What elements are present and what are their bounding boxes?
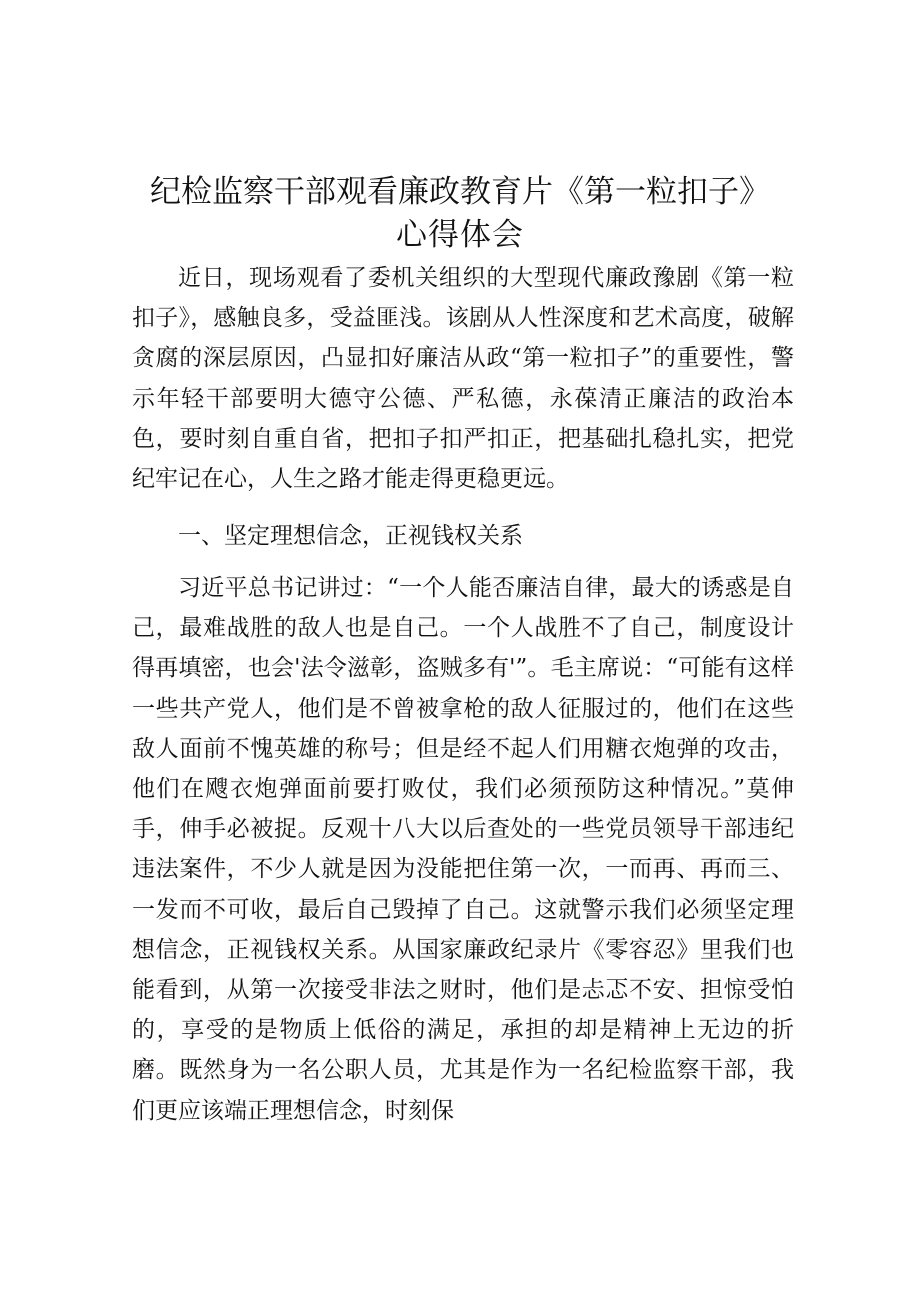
paragraph-intro: 近日，现场观看了委机关组织的大型现代廉政豫剧《第一粒扣子》，感触良多，受益匪浅。该剧从人性深度和艺术高度，破解贪腐的深层原因，凸显扣好廉洁从政“第一粒扣子”的重要性，警示年轻干部要明大德守公德、严私德，永葆清正廉洁的政治本色，要时刻自重自省，把扣子扣严扣正，把基础扎稳扎实，把党纪牢记在心，人生之路才能走得更稳更远。 — [132, 265, 794, 493]
paragraph-section-1: 习近平总书记讲过：“一个人能否廉洁自律，最大的诱惑是自己，最难战胜的敌人也是自己。一个人战胜不了自己，制度设计得再填密，也会'法令滋彰，盗贼多有'”。毛主席说：“可能有这样一些共产党人，他们是不曾被拿枪的敌人征服过的，他们在这些敌人面前不愧英雄的称号；但是经不起人们用糖衣炮弹的攻击，他们在飕衣炮弹面前要打败仗，我们必须预防这种情况。”莫伸手，伸手必被捉。反观十八大以后查处的一些党员领导干部违纪违法案件，不少人就是因为没能把住第一次，一而再、再而三、一发而不可收，最后自己毁掉了自己。这就警示我们必须坚定理想信念，正视钱权关系。从国家廉政纪录片《零容忍》里我们也能看到，从第一次接受非法之财时，他们是忐忑不安、担惊受怕的，享受的是物质上低俗的满足，承担的却是精神上无边的折磨。既然身为一名公职人员，尤其是作为一名纪检监察干部，我们更应该端正理想信念，时刻保 — [132, 575, 794, 1124]
section-heading-1: 一、坚定理想信念，正视钱权关系 — [178, 523, 523, 549]
document-title-line-1: 纪检监察干部观看廉政教育片《第一粒扣子》 — [150, 174, 770, 210]
document-title-line-2: 心得体会 — [396, 217, 524, 253]
